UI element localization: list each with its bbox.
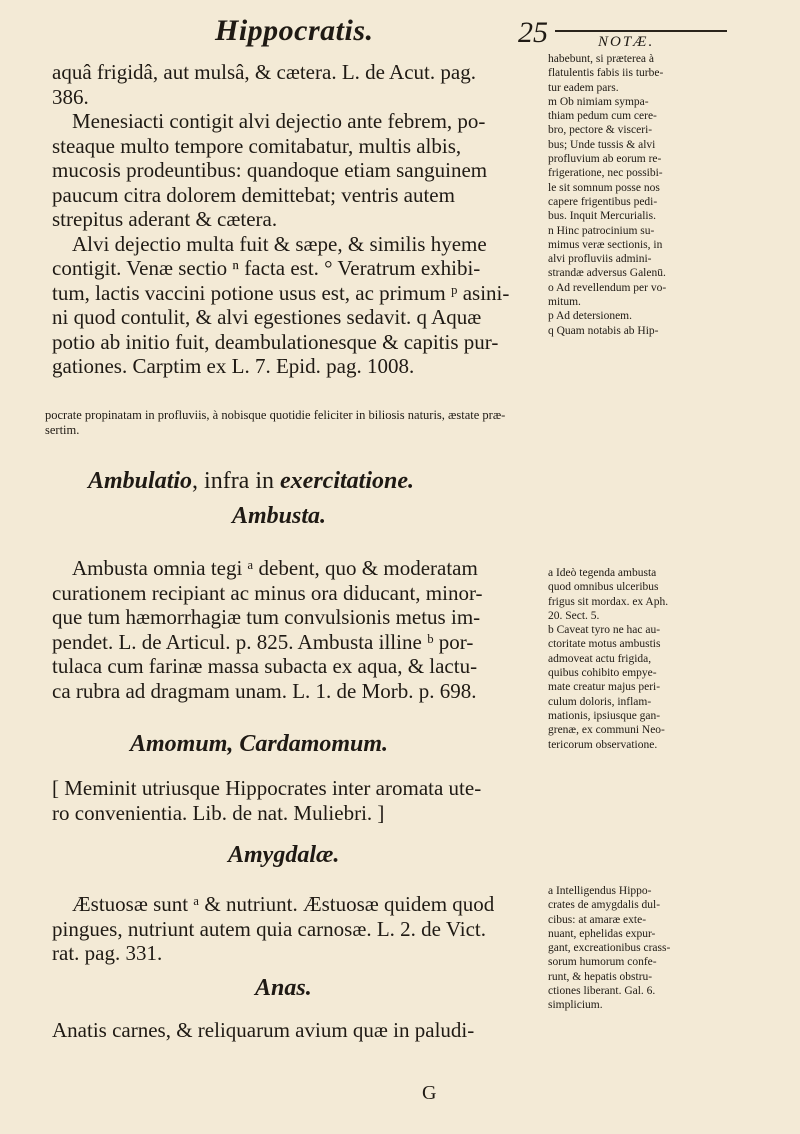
text-line: gationes. Carptim ex L. 7. Epid. pag. 1008. xyxy=(52,354,415,378)
text-line: strepitus aderant & cætera. xyxy=(52,207,278,231)
note-line: a Ideò tegenda ambusta xyxy=(548,567,657,579)
text-line: Ambusta omnia tegi ᵃ debent, quo & moderatam xyxy=(72,556,478,580)
text-line: ca rubra ad dragmam unam. L. 1. de Morb. p. 698. xyxy=(52,678,477,703)
note-line: bro, pectore & visceri- xyxy=(548,124,653,137)
heading-amomum: Amomum, Cardamomum. xyxy=(130,731,389,757)
note-line: ctoritate motus ambustis xyxy=(548,638,661,651)
text-line: Anatis carnes, & reliquarum avium quæ in paludi- xyxy=(52,1018,475,1042)
note-line: pocrate propinatam in profluviis, à nobisque quotidie feliciter in biliosis naturis, æstate præ- xyxy=(45,408,506,422)
note-line: strandæ adversus Galenū. xyxy=(548,267,666,280)
text-line: 386. xyxy=(52,84,89,109)
notes-heading: NOTÆ. xyxy=(598,34,655,50)
note-line: quod omnibus ulceribus xyxy=(548,581,659,594)
text-block-menesiacti xyxy=(52,60,542,379)
margin-notes-3 xyxy=(548,884,738,1013)
text-block-ambusta xyxy=(52,556,542,703)
note-line: thiam pedum cum cere- xyxy=(548,110,657,123)
note-line: simplicium. xyxy=(548,999,603,1012)
note-line: q Quam notabis ab Hip- xyxy=(548,324,659,337)
note-line: capere frigentibus pedi- xyxy=(548,195,658,208)
note-line: gant, excreationibus crass- xyxy=(548,942,671,955)
note-line: habebunt, si præterea à xyxy=(548,53,655,65)
note-line: runt, & hepatis obstru- xyxy=(548,970,653,983)
text-block-amomum xyxy=(52,776,542,825)
text-block-anas xyxy=(52,1018,542,1043)
note-line: frigeratione, nec possibi- xyxy=(548,167,663,180)
text-line: Menesiacti contigit alvi dejectio ante febrem, po- xyxy=(72,109,486,133)
page-number: 25 xyxy=(518,16,548,49)
text-line: ni quod contulit, & alvi egestiones sedavit. q Aquæ xyxy=(52,305,482,329)
header-rule xyxy=(555,30,727,32)
text-line: pingues, nutriunt autem quia carnosæ. L. 2. de Vict. xyxy=(52,916,487,941)
text-line: aquâ frigidâ, aut mulsâ, & cætera. L. de Acut. pag. xyxy=(52,60,476,84)
note-line: bus. Inquit Mercurialis. xyxy=(548,210,656,223)
text-line: [ Meminit utriusque Hippocrates inter aromata ute- xyxy=(52,776,482,800)
note-line: sorum humorum confe- xyxy=(548,956,657,969)
note-line: 20. Sect. 5. xyxy=(548,609,600,622)
text-block-amygdalae xyxy=(52,892,542,966)
text-line: que tum hæmorrhagiæ tum convulsionis metus im- xyxy=(52,605,481,629)
note-line: mimus veræ sectionis, in xyxy=(548,238,663,251)
note-line: grenæ, ex communi Neo- xyxy=(548,724,665,737)
note-continuation xyxy=(45,408,735,438)
text-line: steaque multo tempore comitabatur, multis albis, xyxy=(52,133,462,158)
note-line: profluvium ab eorum re- xyxy=(548,153,662,166)
margin-notes-1 xyxy=(548,52,738,338)
note-line: alvi profluviis admini- xyxy=(548,253,652,266)
text-line: tum, lactis vaccini potione usus est, ac primum ᵖ asini- xyxy=(52,280,510,305)
running-title: Hippocratis. xyxy=(215,14,374,47)
note-line: nuant, ephelidas expur- xyxy=(548,927,656,940)
note-line: crates de amygdalis dul- xyxy=(548,899,661,912)
note-line: le sit somnum posse nos xyxy=(548,181,660,194)
text-line: contigit. Venæ sectio ⁿ facta est. ° Veratrum exhibi- xyxy=(52,256,481,280)
heading-ambusta: Ambusta. xyxy=(232,503,327,529)
note-line: mate creatur majus peri- xyxy=(548,681,661,694)
note-line: bus; Unde tussis & alvi xyxy=(548,138,656,151)
text-line: pendet. L. de Articul. p. 825. Ambusta illine ᵇ por- xyxy=(52,629,474,654)
text-line: rat. pag. 331. xyxy=(52,941,163,965)
note-line: tericorum observatione. xyxy=(548,738,658,751)
note-line: tur eadem pars. xyxy=(548,81,619,94)
margin-notes-2 xyxy=(548,566,738,752)
heading-amygdalae: Amygdalæ. xyxy=(228,842,340,868)
note-line: o Ad revellendum per vo- xyxy=(548,281,667,294)
text-line: potio ab initio fuit, deambulationesque & capitis pur- xyxy=(52,329,499,354)
heading-ambulatio-middle: , infra in xyxy=(192,468,275,494)
note-line: culum doloris, inflam- xyxy=(548,695,652,708)
note-line: frigus sit mordax. ex Aph. xyxy=(548,595,669,608)
text-line: curationem recipiant ac minus ora diducant, minor- xyxy=(52,580,483,605)
heading-anas: Anas. xyxy=(255,975,312,1001)
text-line: Alvi dejectio multa fuit & sæpe, & similis hyeme xyxy=(72,231,487,256)
note-line: mationis, ipsiusque gan- xyxy=(548,709,661,722)
heading-ambulatio xyxy=(88,468,414,495)
signature-mark: G xyxy=(422,1082,437,1104)
note-line: cibus: at amaræ exte- xyxy=(548,913,647,926)
text-line: mucosis prodeuntibus: quandoque etiam sanguinem xyxy=(52,158,488,182)
note-line: sertim. xyxy=(45,423,80,437)
note-line: admoveat actu frigida, xyxy=(548,652,652,665)
note-line: flatulentis fabis iis turbe- xyxy=(548,67,664,80)
note-line: b Caveat tyro ne hac au- xyxy=(548,624,661,637)
heading-ambulatio-word: Ambulatio xyxy=(88,468,193,494)
note-line: p Ad detersionem. xyxy=(548,310,632,323)
text-line: tulaca cum farinæ massa subacta ex aqua, & lactu- xyxy=(52,654,478,678)
note-line: mitum. xyxy=(548,296,581,309)
text-line: ro convenientia. Lib. de nat. Muliebri. ] xyxy=(52,800,385,825)
text-line: Æstuosæ sunt ᵃ & nutriunt. Æstuosæ quidem quod xyxy=(72,892,495,916)
note-line: ctiones liberant. Gal. 6. xyxy=(548,985,656,998)
note-line: a Intelligendus Hippo- xyxy=(548,885,652,897)
note-line: m Ob nimiam sympa- xyxy=(548,95,649,108)
note-line: quibus cohibito empye- xyxy=(548,667,657,680)
heading-ambulatio-ref: exercitatione. xyxy=(280,468,414,494)
text-line: paucum citra dolorem demittebat; ventris autem xyxy=(52,182,455,207)
note-line: n Hinc patrocinium su- xyxy=(548,224,655,237)
